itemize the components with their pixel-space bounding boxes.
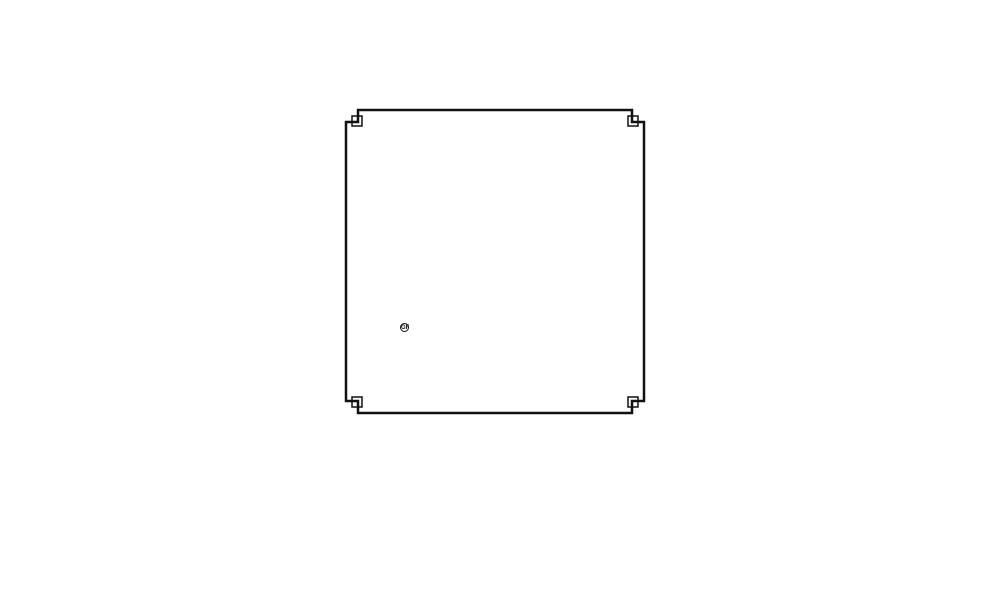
chili-pepper-icon	[396, 334, 405, 345]
chili-pepper-icon	[396, 347, 405, 358]
sauce-line-2	[396, 334, 416, 346]
stir-fry-box	[344, 108, 646, 415]
chili-pepper-icon	[406, 334, 415, 345]
sauce-line-1	[400, 322, 410, 334]
sauce-line-3	[396, 347, 406, 359]
stir-fry-frame	[344, 108, 646, 415]
gluten-free-icon: GF	[401, 324, 410, 331]
